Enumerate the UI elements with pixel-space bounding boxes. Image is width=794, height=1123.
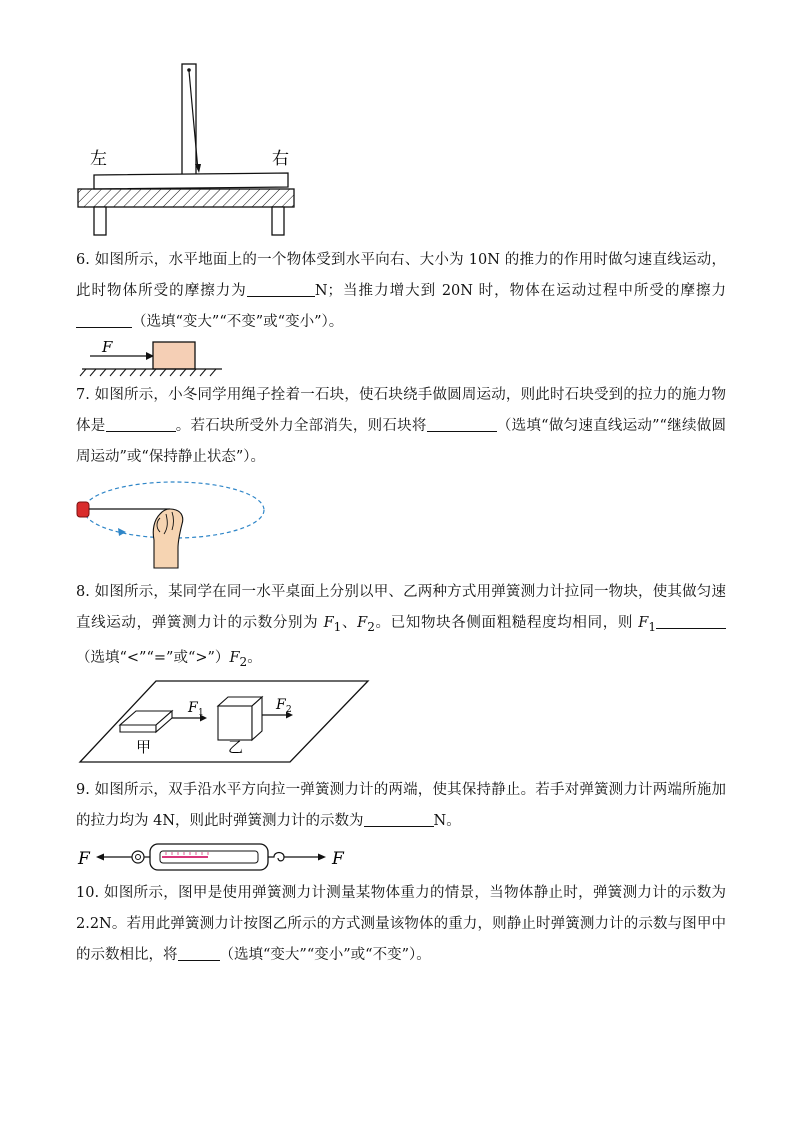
q8-f2-symbol-b: F	[229, 649, 240, 666]
q8-block-yi-front	[218, 706, 252, 740]
q9-label-right: F	[332, 849, 344, 869]
figure-q6-push-block	[76, 338, 226, 380]
q9-number: 9.	[76, 782, 90, 798]
q7-text-b: 。若石块所受外力全部消失，则石块将	[175, 418, 427, 434]
q7-text-a: 如图所示，小冬同学用绳子拴着一石块，使石块绕手做圆周运动，则此时石块受到的拉力的施力物体是	[76, 387, 726, 434]
q8-f1-sub-b: 1	[648, 619, 657, 634]
q6-text-c: （选填“变大”“不变”或“变小”）。	[132, 314, 344, 330]
q8-f1-symbol-b: F	[638, 615, 649, 631]
q6-blank-1[interactable]	[247, 280, 315, 297]
q8-text-b: 。已知物块各侧面粗糙程度均相同，则	[374, 615, 634, 631]
q8-f2-sub-b: 2	[239, 654, 248, 669]
q8-f2-sub: 2	[367, 619, 375, 634]
q9-arrowhead-right	[318, 854, 326, 861]
q7-blank-1[interactable]	[106, 415, 176, 432]
question-9	[76, 775, 726, 837]
table-leg-right	[272, 207, 284, 235]
q8-label-f2: F	[276, 697, 286, 713]
q6-number: 6.	[76, 252, 90, 268]
question-8	[76, 577, 726, 678]
q7-blank-2[interactable]	[427, 415, 497, 432]
q10-text-b: （选填“变大”“变小”或“不变”）。	[219, 947, 431, 963]
q10-number: 10.	[76, 885, 100, 901]
figure-q8-table-blocks	[76, 678, 372, 768]
q8-f2-symbol: F	[357, 615, 368, 631]
tilted-board	[94, 173, 288, 189]
q8-text-d: 。	[247, 649, 262, 666]
q9-ring-left-inner	[136, 855, 141, 860]
q9-text-b: N。	[433, 813, 461, 829]
q9-text-a: 如图所示，双手沿水平方向拉一弹簧测力计的两端，使其保持静止。若手对弹簧测力计两端所施加的拉力均为 4N，则此时弹簧测力计的示数为	[76, 782, 726, 829]
q10-text-a: 如图所示，图甲是使用弹簧测力计测量某物体重力的情景，当物体静止时，弹簧测力计的示数为 2.2N。若用此弹簧测力计按图乙所示的方式测量该物体的重力，则静止时弹簧测力计的示数与图甲中的示数相比，将	[76, 885, 727, 963]
q7-text-c: （选填“做匀速直线运动”“继续做圆周运动”或“保持静止状态”）。	[76, 418, 726, 465]
q8-number: 8.	[76, 584, 90, 600]
q8-text-c: （选填“<”“=”或“>”）	[76, 649, 230, 666]
left-label: 左	[90, 149, 107, 169]
q6-text-b: N；当推力增大到 20N 时，物体在运动过程中所受的摩擦力	[314, 283, 727, 299]
q8-f1-sub: 1	[333, 619, 342, 634]
q7-stone	[77, 502, 89, 517]
q6-force-label: F	[102, 338, 113, 356]
table-top	[78, 189, 294, 207]
q8-blank[interactable]	[656, 612, 726, 629]
q9-hook-right	[268, 853, 284, 861]
question-6	[76, 245, 726, 338]
q6-block	[153, 342, 195, 369]
q8-label-yi: 乙	[228, 738, 244, 756]
q8-label-f1-sub: 1	[198, 708, 204, 718]
question-10	[76, 878, 726, 971]
q6-text-a: 如图所示，水平地面上的一个物体受到水平向右、大小为 10N 的推力的作用时做匀速直线运动，此时物体所受的摩擦力为	[76, 252, 727, 299]
q7-hand-icon	[153, 509, 183, 568]
question-7	[76, 380, 726, 473]
q7-number: 7.	[76, 387, 90, 403]
figure-q9-spring-scale	[76, 840, 356, 876]
q8-text-a: 如图所示，某同学在同一水平桌面上分别以甲、乙两种方式用弹簧测力计拉同一物块，使其做匀速直线运动，弹簧测力计的示数分别为	[76, 584, 726, 631]
table-leg-left	[94, 207, 106, 235]
q8-label-jia: 甲	[136, 738, 152, 756]
q8-block-jia-front	[120, 725, 156, 732]
right-label: 右	[272, 149, 289, 169]
q8-separator: 、	[341, 615, 358, 631]
q8-f1-symbol: F	[323, 615, 334, 631]
q8-label-f2-sub: 2	[286, 705, 292, 715]
q10-blank[interactable]	[178, 944, 220, 961]
figure-level-table	[72, 60, 304, 240]
q7-orbit-arrow	[118, 528, 126, 536]
q9-arrowhead-left	[96, 854, 104, 861]
q9-blank[interactable]	[364, 810, 434, 827]
q8-label-f1: F	[188, 700, 198, 716]
q9-label-left: F	[78, 849, 90, 869]
figure-q7-circular-motion	[74, 478, 268, 570]
q6-ground-hatch	[80, 369, 216, 376]
q6-blank-2[interactable]	[76, 311, 132, 328]
